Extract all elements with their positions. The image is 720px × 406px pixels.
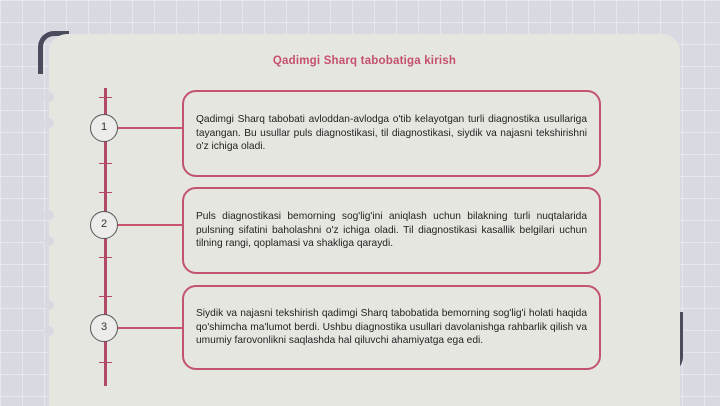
timeline-connector <box>118 127 184 129</box>
card-notch <box>44 300 54 310</box>
card-notch <box>44 118 54 128</box>
timeline-item-text: Siydik va najasni tekshirish qadimgi Sharq tabobatida bemorning sog'lig'i holati haqida qo'shimcha ma'lumot berdi. Ushbu diagnostika usullari davolanishga rahbarlik qilish va umumiy farovonlikni saqlashda hal qiluvchi ahamiyatga ega edi. <box>196 307 587 347</box>
step-number-badge: 3 <box>90 314 118 342</box>
timeline-item-box <box>182 285 601 370</box>
timeline-connector <box>118 327 184 329</box>
step-number-badge: 1 <box>90 114 118 142</box>
timeline-tick <box>99 257 112 258</box>
timeline-tick <box>99 296 112 297</box>
card-notch <box>44 210 54 220</box>
timeline-tick <box>99 97 112 98</box>
step-number-badge: 2 <box>90 211 118 239</box>
timeline-item-text: Puls diagnostikasi bemorning sog'lig'ini aniqlash uchun bilakning turli nuqtalarida pulsning sifatini baholashni o'z ichiga oladi. Til diagnostikasi kasallik belgilari uchun tilning rangi, qoplamasi va shakliga qaraydi. <box>196 210 587 250</box>
timeline-item-text: Qadimgi Sharq tabobati avloddan-avlodga o'tib kelayotgan turli diagnostika usullariga tayangan. Bu usullar puls diagnostikasi, til diagnostikasi, siydik va najasni tekshirishni o'z ichiga oladi. <box>196 113 587 153</box>
card-notch <box>44 326 54 336</box>
card-notch <box>44 92 54 102</box>
slide-title: Qadimgi Sharq tabobatiga kirish <box>272 55 457 67</box>
timeline-tick <box>99 192 112 193</box>
card-notch <box>44 236 54 246</box>
timeline-connector <box>118 224 184 226</box>
timeline-tick <box>99 362 112 363</box>
timeline-tick <box>99 163 112 164</box>
timeline-item-box <box>182 187 601 274</box>
timeline-item-box <box>182 90 601 177</box>
